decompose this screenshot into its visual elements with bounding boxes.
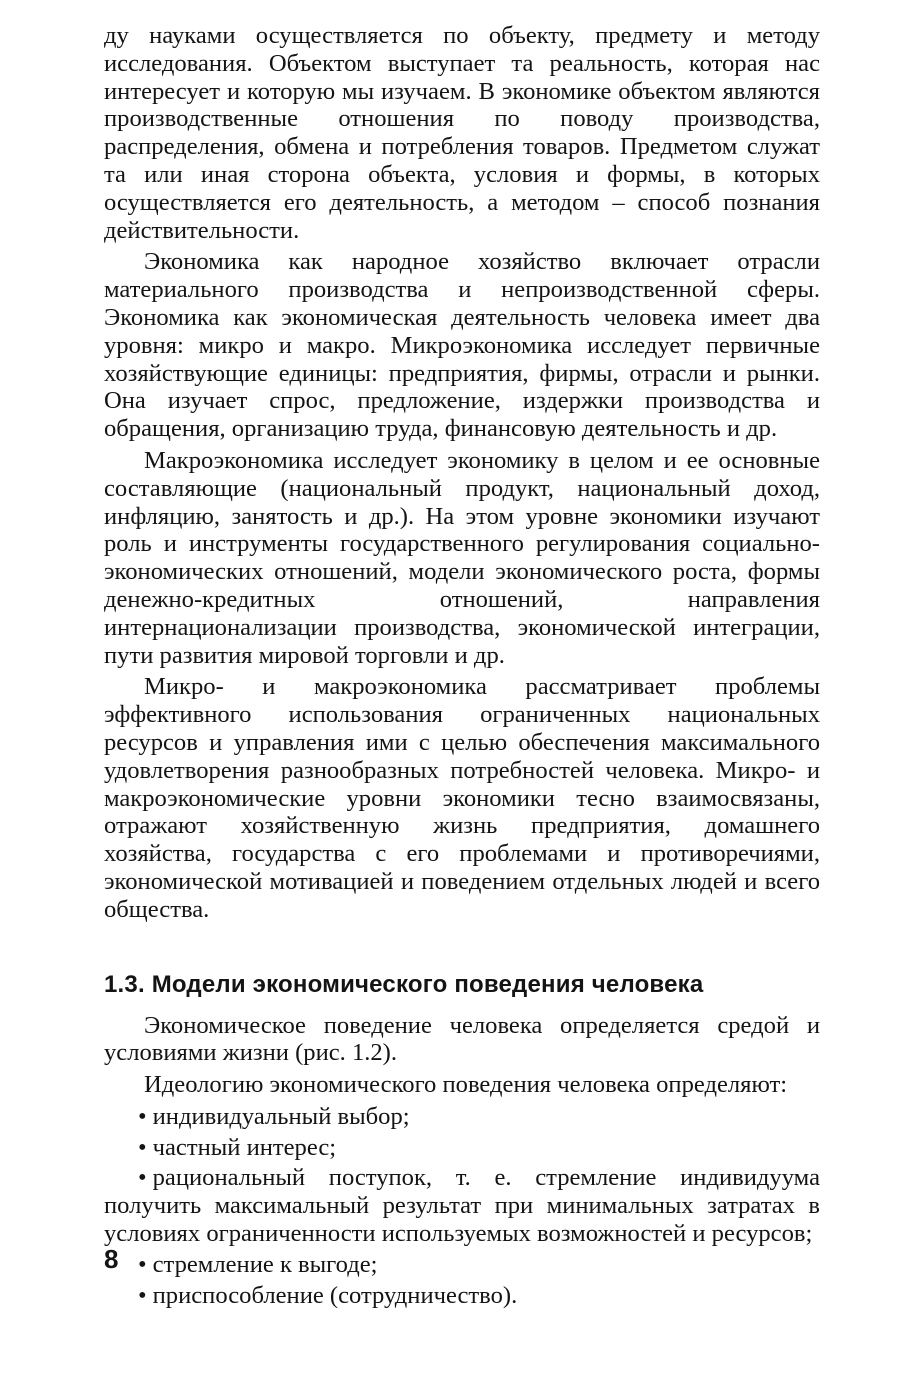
bullet-icon: • (138, 1102, 147, 1130)
section-heading: 1.3. Модели экономического поведения человека (104, 970, 704, 998)
section-lead: Идеологию экономического поведения человека определяют: (144, 1071, 788, 1099)
section-intro: Экономическое поведение человека определяется средой и условиями жизни (рис. 1.2). (104, 1011, 820, 1067)
list-item-text: стремление к выгоде; (152, 1250, 378, 1278)
page-number: 8 (104, 1244, 119, 1274)
bullet-icon: • (138, 1133, 147, 1161)
bullet-icon: • (138, 1250, 147, 1278)
list-item-text: рациональный поступок, т. е. стремление индивидуума получить максимальный результат при минимальных затратах в условиях ограниченности используемых возможностей и ресурсов; (104, 1164, 820, 1248)
paragraph-micro-macro: Микро- и макроэкономика рассматривает проблемы эффективного использования ограниченных национальных ресурсов и управления ими с целью обеспечения максимального удовлетворения разнообразных потребностей человека. Микро- и макроэкономические уровни экономики тесно взаимосвязаны, отражают хозяйственную жизнь предприятия, домашнего хозяйства, государства с его проблемами и противоречиями, экономической мотивацией и поведением отдельных людей и всего общества. (104, 673, 820, 923)
list-item (104, 1164, 820, 1247)
paragraph-economy-levels: Экономика как народное хозяйство включает отрасли материального производства и непроизводственной сферы. Экономика как экономическая деятельность человека имеет два уровня: микро и макро. Микроэкономика исследует первичные хозяйствующие единицы: предприятия, фирмы, отрасли и рынки. Она изучает спрос, предложение, издержки производства и обращения, организацию труда, финансовую деятельность и др. (104, 248, 820, 443)
list-item (104, 1251, 820, 1279)
list-item (104, 1103, 820, 1131)
list-item-text: индивидуальный выбор; (152, 1102, 410, 1130)
list-item-text: частный интерес; (152, 1133, 337, 1161)
list-item-text: приспособление (сотрудничество). (152, 1281, 518, 1309)
bullet-icon: • (138, 1281, 147, 1309)
book-page (104, 22, 820, 1312)
list-item (104, 1282, 820, 1310)
paragraph-continuation: ду науками осуществляется по объекту, предмету и методу исследования. Объектом выступает та реальность, которая нас интересует и которую мы изучаем. В экономике объектом являются производственные отношения по поводу производства, распределения, обмена и потребления товаров. Предметом служат та или иная сторона объекта, условия и формы, в которых осуществляется его деятельность, а методом – способ познания действительности. (104, 22, 820, 244)
bullet-icon: • (138, 1164, 147, 1192)
list-item (104, 1134, 820, 1162)
paragraph-macroeconomics: Макроэкономика исследует экономику в целом и ее основные составляющие (национальный продукт, национальный доход, инфляцию, занятость и др.). На этом уровне экономики изучают роль и инструменты государственного регулирования социально-экономических отношений, модели экономического роста, формы денежно-кредитных отношений, направления интернационализации производства, экономической интеграции, пути развития мировой торговли и др. (104, 446, 820, 669)
